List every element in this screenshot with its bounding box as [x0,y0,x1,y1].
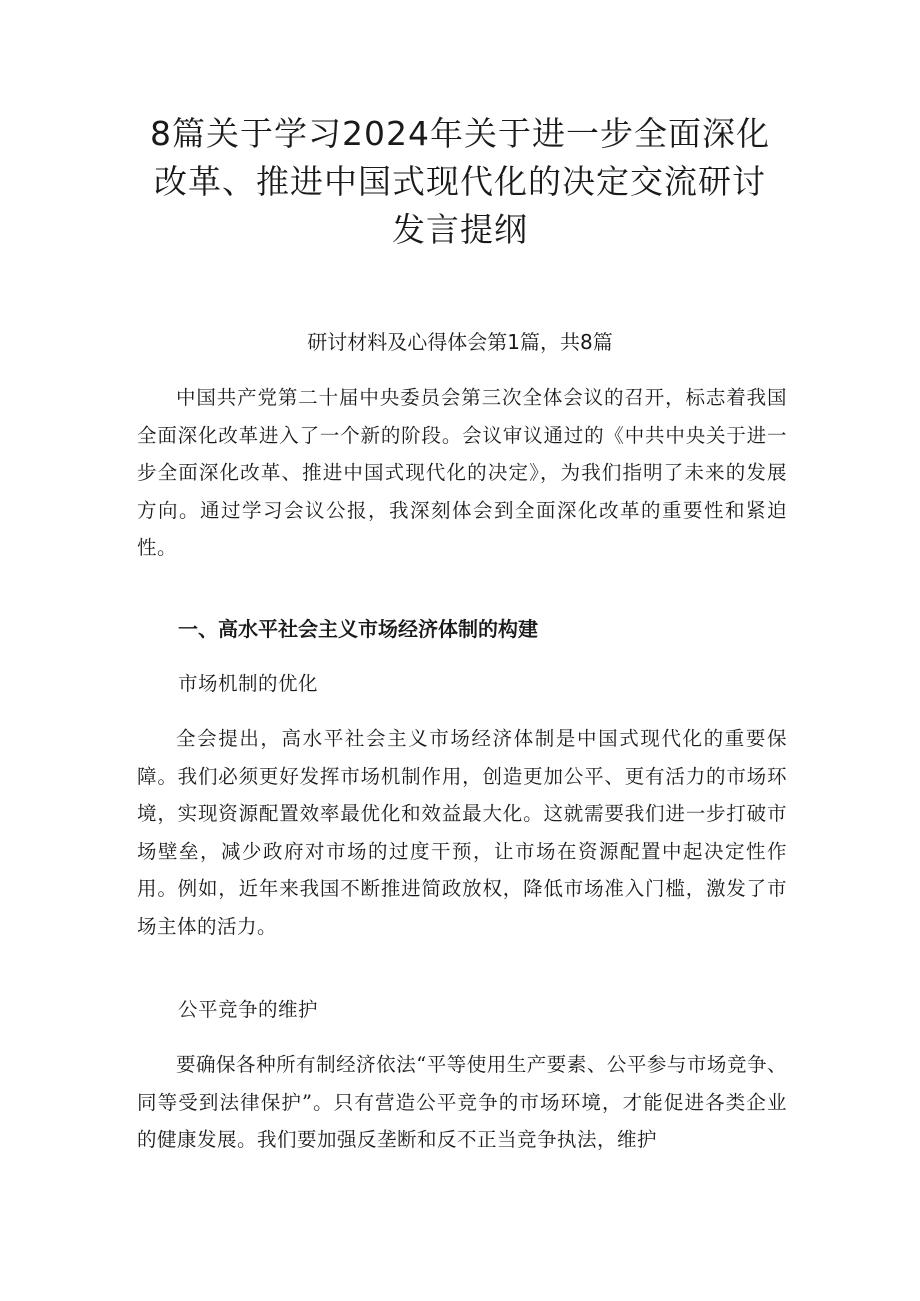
document-subtitle: 研讨材料及心得体会第1篇，共8篇 [307,330,613,354]
document-title [130,110,790,254]
fair-competition-paragraph: 要确保各种所有制经济依法“平等使用生产要素、公平参与市场竞争、同等受到法律保护”。只有营造公平竞争的市场环境，才能促进各类企业的健康发展。我们要加强反垄断和反不正当竞争执法，维护 [137,1053,787,1151]
market-mechanism-paragraph: 全会提出，高水平社会主义市场经济体制是中国式现代化的重要保障。我们必须更好发挥市场机制作用，创造更加公平、更有活力的市场环境，实现资源配置效率最优化和效益最大化。这就需要我们进一步打破市场壁垒，减少政府对市场的过度干预，让市场在资源配置中起决定性作用。例如，近年来我国不断推进简政放权，降低市场准入门槛，激发了市场主体的活力。 [137,727,787,938]
subheading-market-mechanism: 市场机制的优化 [178,672,319,695]
title-line-1: 8篇关于学习2024年关于进一步全面深化 [150,114,770,153]
title-line-3: 发言提纲 [392,210,528,249]
title-line-2: 改革、推进中国式现代化的决定交流研讨 [154,162,766,201]
subheading-fair-competition: 公平竞争的维护 [178,998,319,1021]
intro-paragraph: 中国共产党第二十届中央委员会第三次全体会议的召开，标志着我国全面深化改革进入了一个新的阶段。会议审议通过的《中共中央关于进一步全面深化改革、推进中国式现代化的决定》，为我们指明了未来的发展方向。通过学习会议公报，我深刻体会到全面深化改革的重要性和紧迫性。 [137,386,787,559]
section-heading-1: 一、高水平社会主义市场经济体制的构建 [178,617,538,641]
